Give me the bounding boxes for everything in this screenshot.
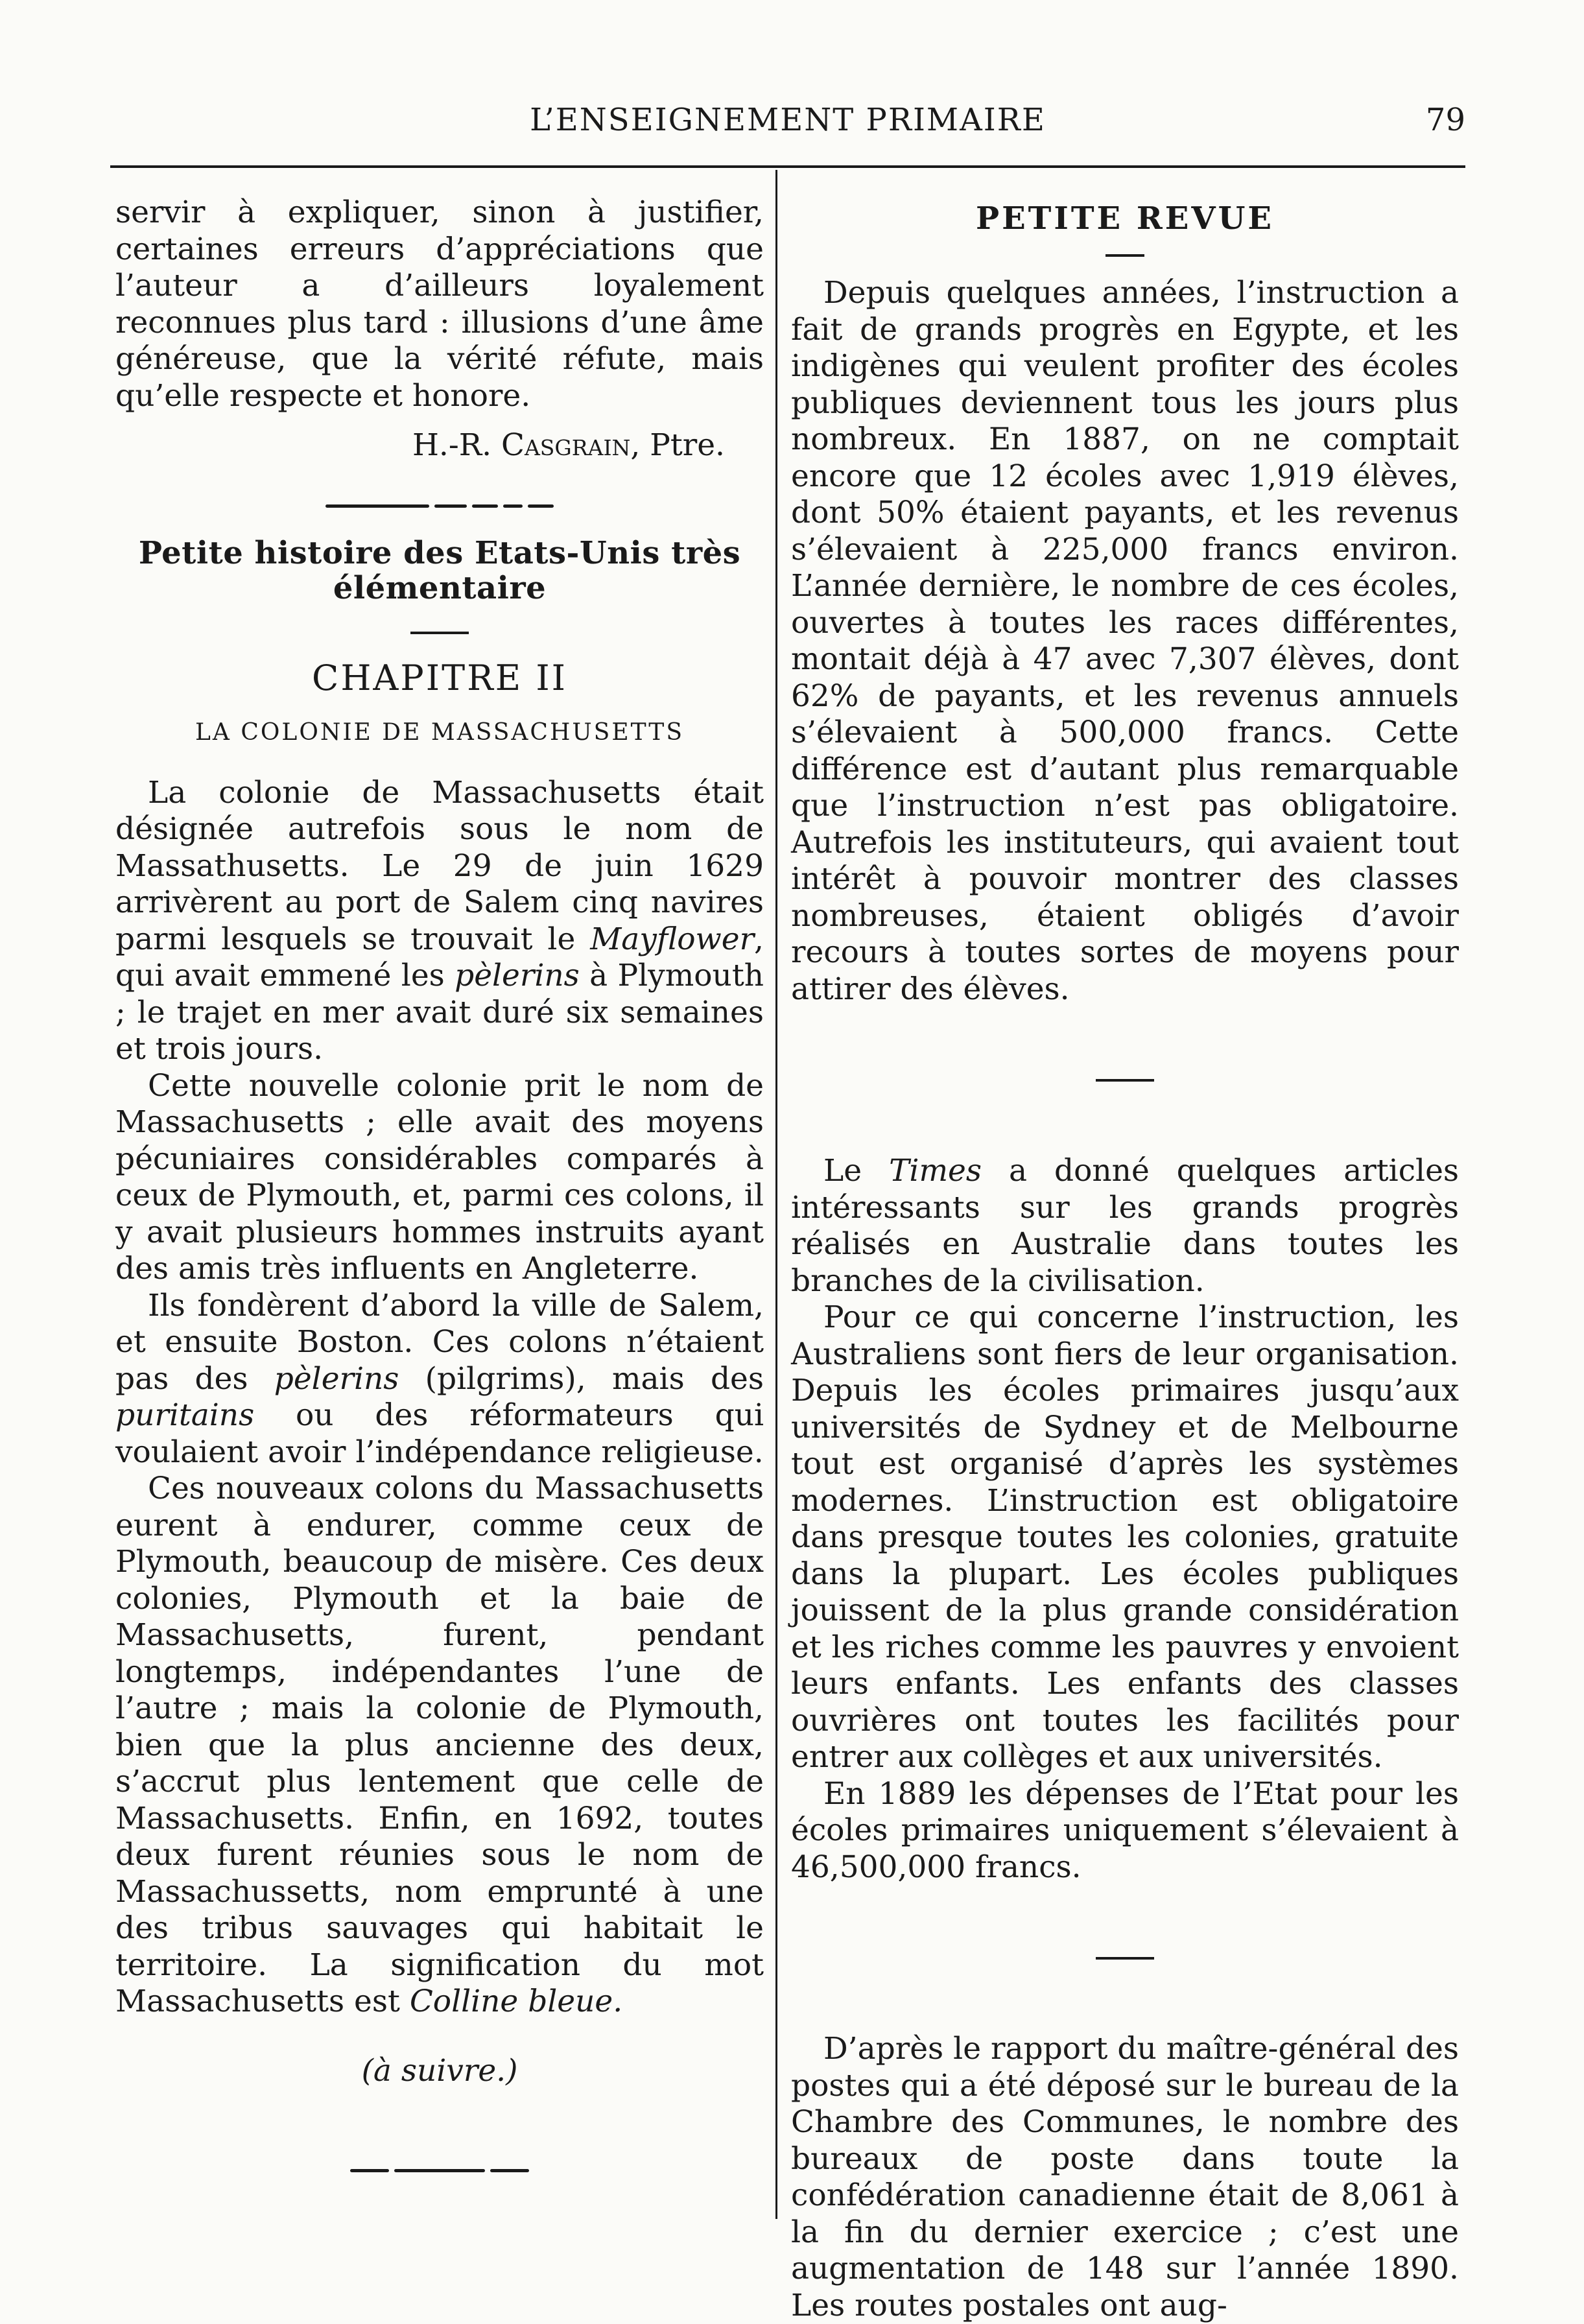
- section-rule: [1105, 254, 1144, 257]
- paragraph-australia-organisation: Pour ce qui concerne l’instruction, les Australiens sont fiers de leur organisation. Depuis les écoles primaires jusqu’aux universités de Sydney et de Melbourne tout est organisé d’après les systèmes modernes. L’instruction est obligatoire dans presque toutes les colonies, gratuite dans la plupart. Les écoles publiques jouissent de la plus grande considération et les riches comme les pauvres y envoient leurs enfants. Les enfants des classes ouvrières ont toutes les facilités pour entrer aux collèges et aux universités.: [791, 1299, 1459, 1775]
- paragraph-union: Ces nouveaux colons du Massachusetts eurent à endurer, comme ceux de Plymouth, beaucoup de misère. Ces deux colonies, Plymouth et la baie de Massachusetts, furent, pendant longtemps, indépendantes l’une de l’autre ; mais la colonie de Plymouth, bien que la plus ancienne des deux, s’accrut plus lentement que celle de Massachusetts. Enfin, en 1692, toutes deux furent réunies sous le nom de Massachussetts, nom emprunté à une des tribus sauvages qui habitait le territoire. La signification du mot Massachusetts est Colline bleue.: [115, 1471, 764, 2019]
- ship-name: Mayflower: [590, 921, 755, 957]
- ornamental-divider: [115, 484, 764, 529]
- signature-name: Casgrain: [501, 427, 631, 463]
- paragraph-canada-post: D’après le rapport du maître-général des postes qui a été déposé sur le bureau de la Chambre des Communes, le nombre des bureaux de poste dans toute la confédération canadienne était de 8,061 à la fin du dernier exercice ; c’est une augmentation de 148 sur l’année 1890. Les routes postales ont aug-: [791, 2031, 1459, 2323]
- chapter-heading: CHAPITRE II: [312, 657, 567, 698]
- name-meaning: Colline bleue.: [409, 1984, 623, 2019]
- paragraph-australia-intro: Le Times a donné quelques articles intéressants sur les grands progrès réalisés en Australie dans toutes les branches de la civilisation.: [791, 1153, 1459, 1299]
- signature-title: , Ptre.: [630, 427, 725, 463]
- paragraph-colony-origin: La colonie de Massachusetts était désignée autrefois sous le nom de Massathusetts. Le 29 de juin 1629 arrivèrent au port de Salem cinq navires parmi lesquels se trouvait le Mayflower, qui avait emmené les pèlerins à Plymouth ; le trajet en mer avait duré six semaines et trois jours.: [115, 774, 764, 1067]
- paragraph-salem-boston: Ils fondèrent d’abord la ville de Salem, et ensuite Boston. Ces colons n’étaient pas des pèlerins (pilgrims), mais des puritains ou des réformateurs qui voulaient avoir l’indépendance religieuse.: [115, 1287, 764, 1470]
- right-column: [791, 195, 1459, 2324]
- running-title: L’ENSEIGNEMENT PRIMAIRE: [530, 102, 1046, 138]
- pilgrims-term: pèlerins: [455, 958, 580, 993]
- chapter-subtitle: LA COLONIE DE MASSACHUSETTS: [195, 719, 684, 746]
- news-separator: [1096, 1957, 1154, 1960]
- section-title: PETITE REVUE: [975, 200, 1275, 237]
- paragraph-new-colony: Cette nouvelle colonie prit le nom de Massachusetts ; elle avait des moyens pécuniaires considérables comparés à ceux de Plymouth, et, parmi ces colons, il y avait plusieurs hommes instruits ayant des amis très influents en Angleterre.: [115, 1067, 764, 1286]
- paragraph-australia-expenses: En 1889 les dépenses de l’Etat pour les écoles primaires uniquement s’élevaient à 46,500,000 francs.: [791, 1775, 1459, 1885]
- column-divider: [775, 170, 777, 2219]
- page-header: [110, 94, 1465, 146]
- article-title: Petite histoire des Etats-Unis très élémentaire: [138, 534, 741, 606]
- header-rule: [110, 165, 1465, 168]
- continuation-paragraph: servir à expliquer, sinon à justifier, certaines erreurs d’appréciations que l’auteur a d’ailleurs loyalement reconnues plus tard : illusions d’une âme généreuse, que la vérité réfute, mais qu’elle respecte et honore.: [115, 195, 764, 414]
- signature-initials: H.-R.: [412, 427, 502, 463]
- author-signature: [115, 427, 764, 464]
- news-separator: [1096, 1079, 1154, 1082]
- newspaper-name: Times: [889, 1153, 982, 1189]
- title-rule: [410, 632, 469, 634]
- to-be-continued: (à suivre.): [361, 2052, 518, 2089]
- left-column: [115, 195, 764, 2193]
- end-ornament: [115, 2148, 764, 2193]
- page-number: 79: [1425, 102, 1465, 138]
- paragraph-egypt: Depuis quelques années, l’instruction a fait de grands progrès en Egypte, et les indigènes qui veulent profiter des écoles publiques deviennent tous les jours plus nombreux. En 1887, on ne comptait encore que 12 écoles avec 1,919 élèves, dont 50% étaient payants, et les revenus s’élevaient à 225,000 francs environ. L’année dernière, le nombre de ces écoles, ouvertes à toutes les races différentes, montait déjà à 47 avec 7,307 élèves, dont 62% de payants, et les revenus annuels s’élevaient à 500,000 francs. Cette différence est d’autant plus remarquable que l’instruction n’est pas obligatoire. Autrefois les instituteurs, qui avaient tout intérêt à pouvoir montrer des classes nombreuses, étaient obligés d’avoir recours à toutes sortes de moyens pour attirer des élèves.: [791, 275, 1459, 1007]
